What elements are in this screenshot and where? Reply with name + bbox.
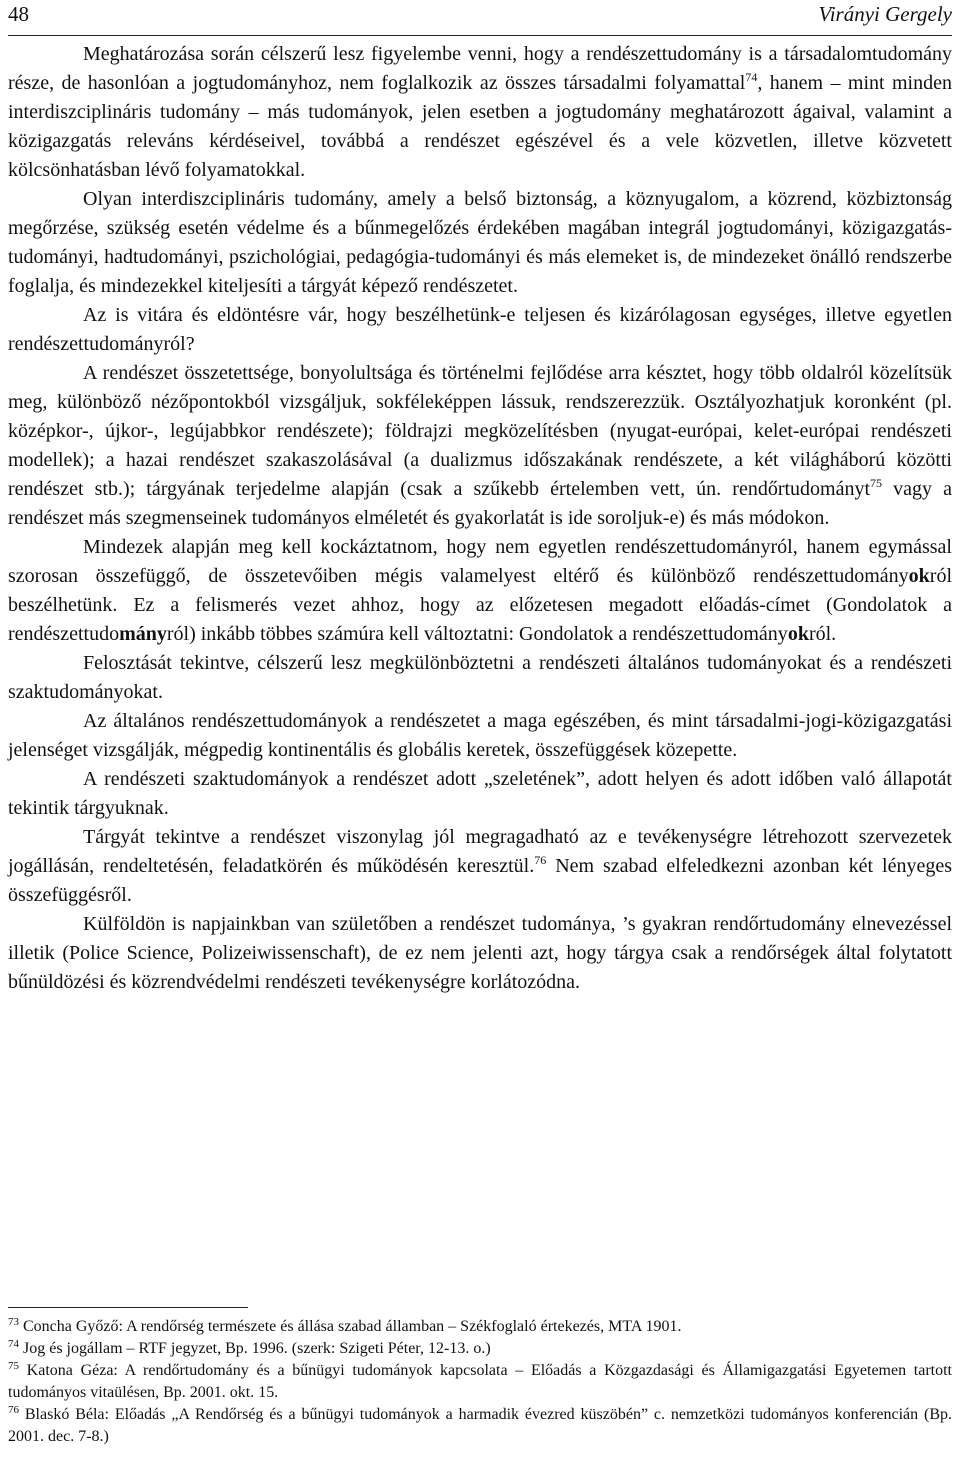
footnote	[8, 1404, 952, 1448]
footnote-number: 73	[8, 1316, 19, 1328]
text-run: A rendészet összetettsége, bonyolultsága és történelmi fejlődése arra késztet, hogy több oldalról közelítsük meg, különböző nézőpontokból vizsgáljuk, sokféleképpen lássuk, rendszerezzük. Osztályozhatjuk koronként (pl. középkor-, újkor-, legújabbkor rendészete); földrajzi megközelítésben (nyugat-európai, kelet-európai rendészeti modellek); a hazai rendészet szakaszolásával (a dualizmus időszakának rendészete, a két világháború közötti rendészet stb.); tárgyának terjedelme alapján (csak a szűkebb értelemben vett, ún. rendőrtudományt	[8, 362, 952, 500]
footnote-text: Katona Géza: A rendőrtudomány és a bűnügyi tudományok kapcsolata – Előadás a Közgazdasági és Államigazgatási Egyetemen tartott tudományos vitaülésen, Bp. 2001. okt. 15.	[8, 1362, 952, 1401]
text-run: Mindezek alapján meg kell kockáztatnom, hogy nem egyetlen rendészettudományról, hanem egymással szorosan összefüggő, de összetevőiben mégis valamelyest eltérő és különböző rendészettudomány	[8, 536, 952, 587]
paragraph	[8, 533, 952, 649]
body-text	[8, 40, 952, 997]
footnote	[8, 1316, 952, 1338]
footnote-text: Concha Győző: A rendőrség természete és állása szabad államban – Székfoglaló értekezés, MTA 1901.	[19, 1318, 682, 1335]
paragraph	[8, 823, 952, 910]
text-run: Külföldön is napjainkban van születőben a rendészet tudománya, ’s gyakran rendőrtudomány elnevezéssel illetik (Police Science, Polizeiwissenschaft), de ez nem jelenti azt, hogy tárgya csak a rendőrségek által folytatott bűnüldözési és közrendvédelmi rendészeti tevékenységre korlátozódna.	[8, 913, 952, 993]
bold-text: ok	[787, 623, 809, 645]
footnote	[8, 1360, 952, 1404]
text-run: Nem szabad elfeledkezni azonban két lényeges összefüggésről.	[8, 855, 952, 906]
text-run: Felosztását tekintve, célszerű lesz megkülönböztetni a rendészeti általános tudományokat és a rendészeti szaktudományokat.	[8, 652, 952, 703]
text-run: ról) inkább többes számúra kell változtatni: Gondolatok a rendészettudomány	[166, 623, 788, 645]
text-run: vagy a rendészet más szegmenseinek tudományos elméletét és gyakorlatát is ide soroljuk-e) és más módokon.	[8, 478, 952, 529]
paragraph	[8, 707, 952, 765]
text-run: Az is vitára és eldöntésre vár, hogy beszélhetünk-e teljesen és kizárólagosan egységes, illetve egyetlen rendészettudományról?	[8, 304, 952, 355]
page-header	[8, 0, 952, 30]
header-rule	[8, 35, 952, 36]
footnote-text: Jog és jogállam – RTF jegyzet, Bp. 1996. (szerk: Szigeti Péter, 12-13. o.)	[19, 1340, 491, 1357]
footnote-number: 74	[8, 1338, 19, 1350]
footnote-ref: 74	[745, 70, 758, 84]
paragraph	[8, 40, 952, 185]
running-head-author: Virányi Gergely	[818, 2, 952, 26]
text-run: , hanem – mint minden interdiszciplináris tudomány – más tudományok, jelen esetben a jogtudomány meghatározott ágaival, valamint a közigazgatás releváns kérdéseivel, továbbá a rendészet egészével és a vele közvetlen, illetve közvetett kölcsönhatásban lévő folyamatokkal.	[8, 72, 952, 181]
footnote-ref: 76	[534, 853, 547, 867]
paragraph	[8, 765, 952, 823]
page-number: 48	[8, 2, 29, 26]
paragraph	[8, 649, 952, 707]
paragraph	[8, 185, 952, 301]
footnote-separator	[8, 1307, 248, 1308]
text-run: Meghatározása során célszerű lesz figyelembe venni, hogy a rendészettudomány is a társadalomtudomány része, de hasonlóan a jogtudományhoz, nem foglalkozik az összes társadalmi folyamattal	[8, 43, 952, 94]
footnote	[8, 1338, 952, 1360]
text-run: A rendészeti szaktudományok a rendészet adott „szeletének”, adott helyen és adott időben való állapotát tekintik tárgyuknak.	[8, 768, 952, 819]
footnote-ref: 75	[870, 476, 883, 490]
paragraph	[8, 301, 952, 359]
bold-text: ok	[908, 565, 930, 587]
text-run: Tárgyát tekintve a rendészet viszonylag jól megragadható az e tevékenységre létrehozott szervezetek jogállásán, rendeltetésén, feladatkörén és működésén keresztül.	[8, 826, 952, 877]
text-run: ról beszélhetünk. Ez a felismerés vezet ahhoz, hogy az előzetesen megadott előadás-címet (Gondolatok a rendészettudo	[8, 565, 952, 645]
text-run: ról.	[808, 623, 837, 645]
bold-text: mány	[119, 623, 167, 645]
footnote-text: Blaskó Béla: Előadás „A Rendőrség és a bűnügyi tudományok a harmadik évezred küszöbén” c. nemzetközi tudományos konferencián (Bp. 2001. dec. 7-8.)	[8, 1406, 952, 1445]
footnote-number: 76	[8, 1404, 19, 1416]
footnote-number: 75	[8, 1360, 19, 1372]
paragraph	[8, 359, 952, 533]
footnotes	[8, 1316, 952, 1448]
paragraph	[8, 910, 952, 997]
text-run: Az általános rendészettudományok a rendészetet a maga egészében, és mint társadalmi-jogi-közigazgatási jelenséget vizsgálják, mégpedig kontinentális és globális keretek, összefüggések közepette.	[8, 710, 952, 761]
text-run: Olyan interdiszciplináris tudomány, amely a belső biztonság, a köznyugalom, a közrend, közbiztonság megőrzése, szükség esetén védelme és a bűnmegelőzés érdekében magában integrál jogtudományi, közigazgatás-tudományi, hadtudományi, pszichológiai, pedagógia-tudományi és más elemeket is, de mindezeket önálló rendszerbe foglalja, és mindezekkel kiteljesíti a tárgyát képező rendészetet.	[8, 188, 952, 297]
